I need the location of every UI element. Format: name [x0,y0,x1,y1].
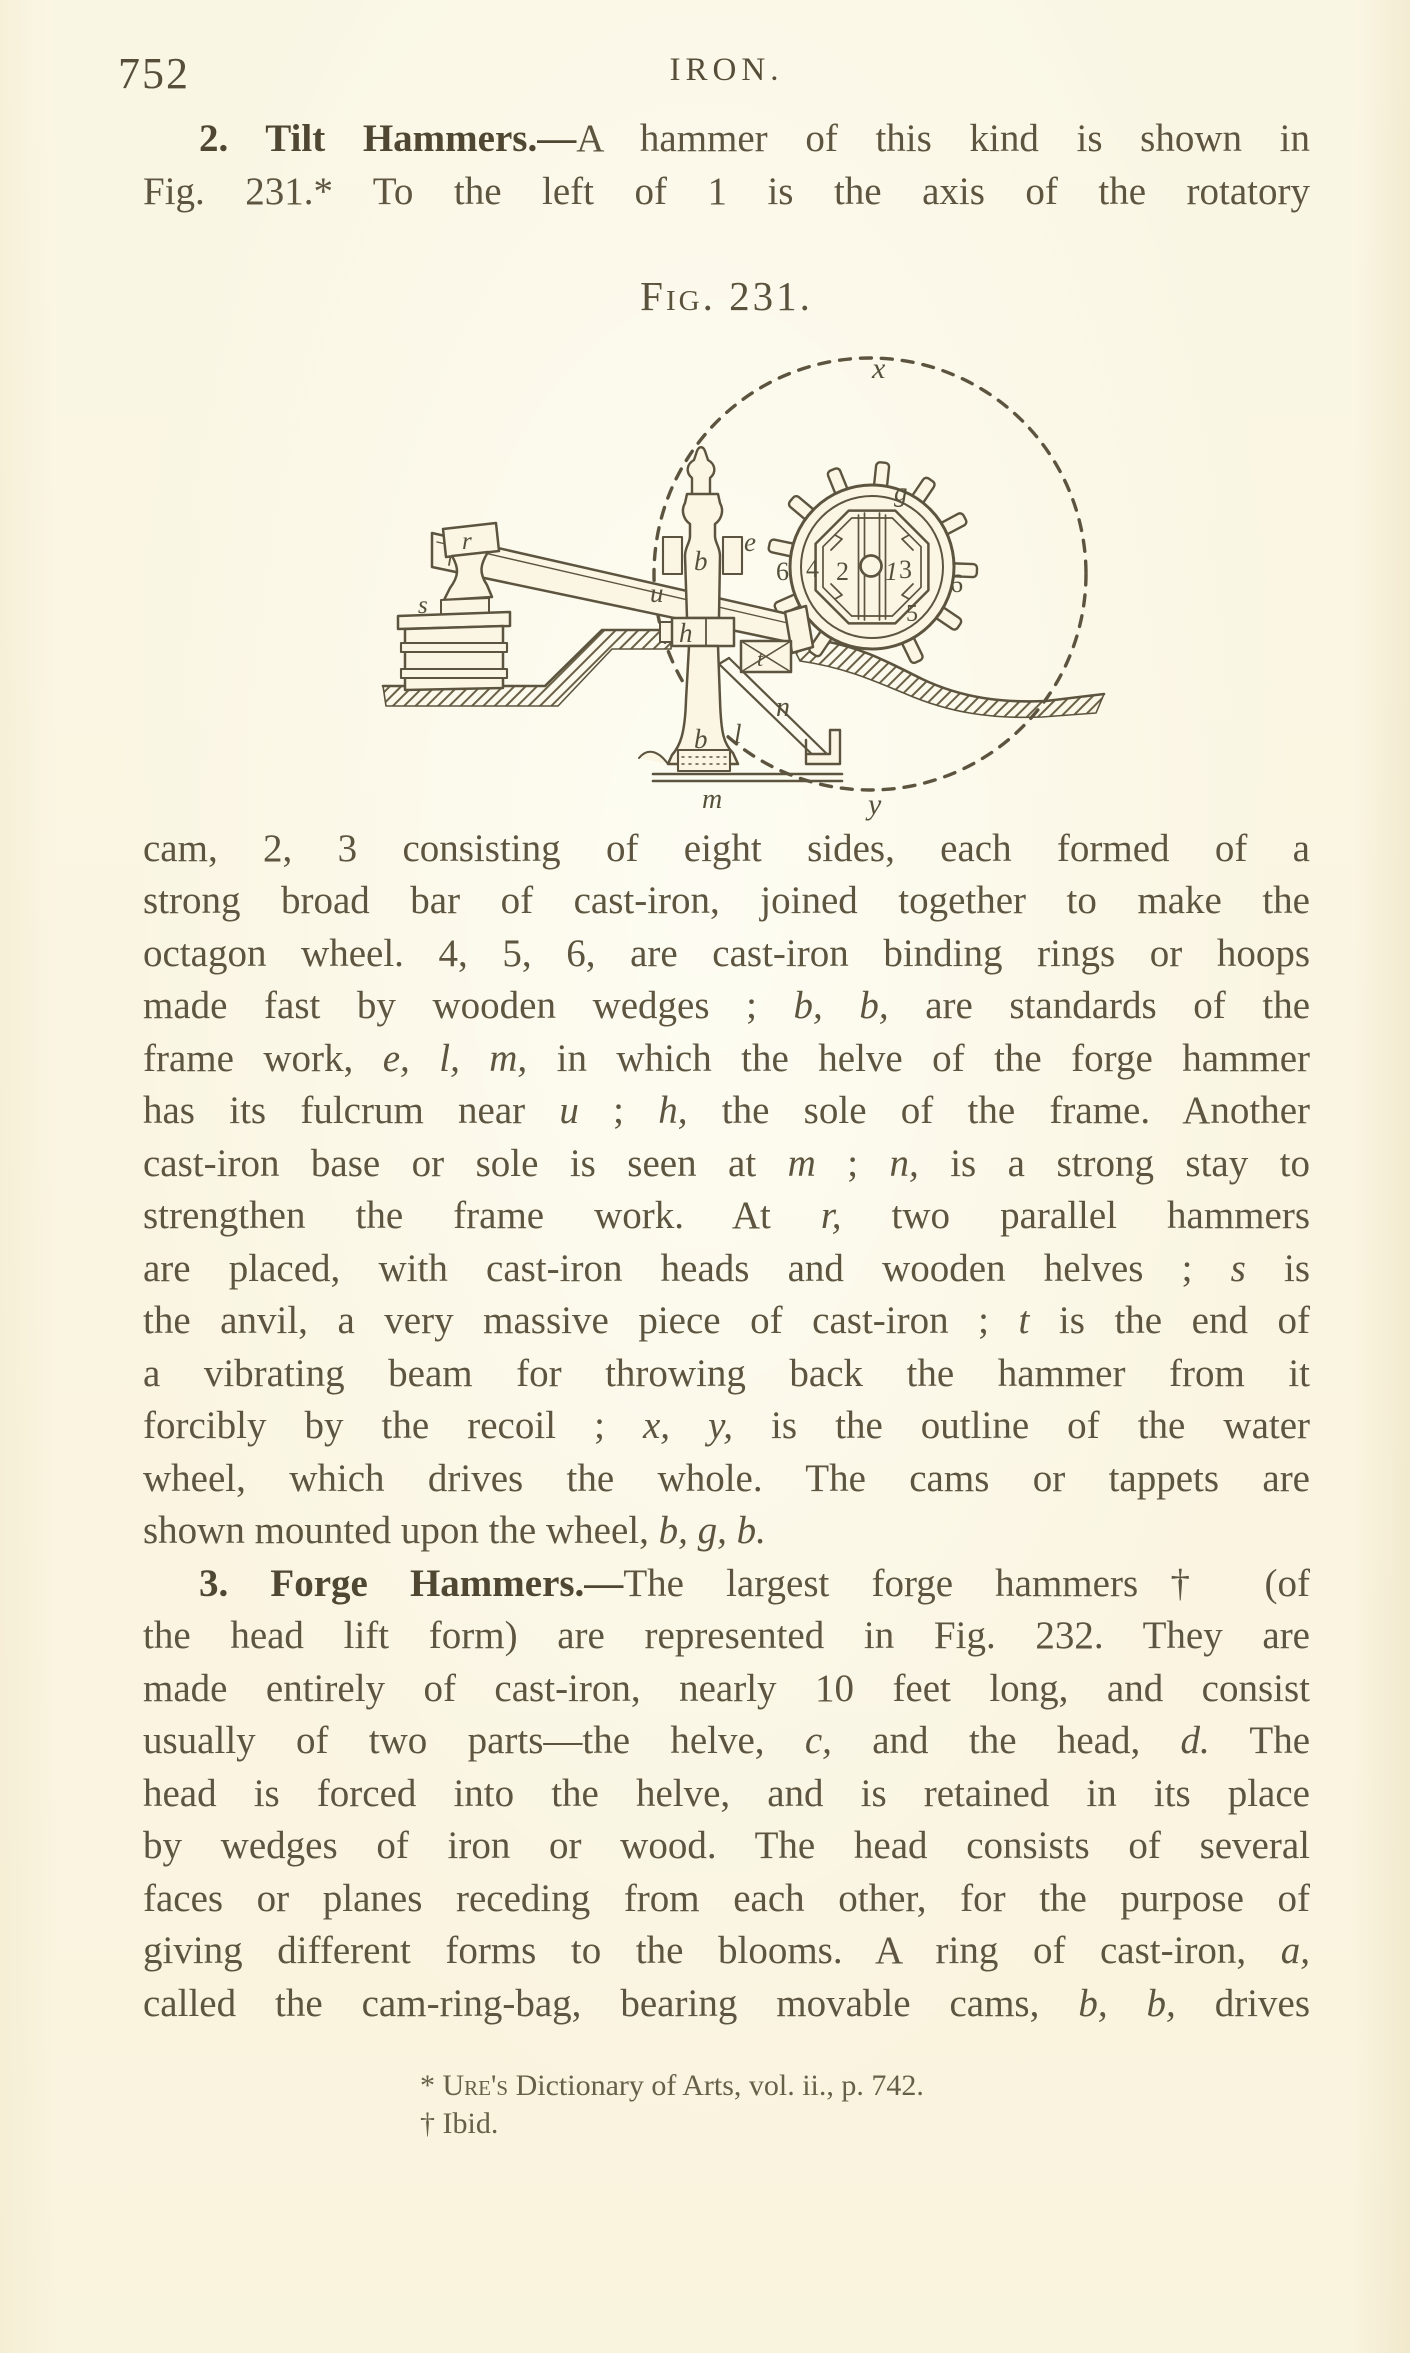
figure-num-2: 2 [836,557,849,586]
vibrating-beam-section [741,641,791,672]
sole-box [660,618,734,646]
text-line: the anvil, a very massive piece of cast-iron ; t is the end of [143,1299,1310,1342]
text-line: wheel, which drives the whole. The cams or tappets are [143,1457,1310,1500]
text-line: 3. Forge Hammers.—The largest forge hammers† (of [199,1562,1310,1605]
figure-label-t: t [757,646,764,671]
text-line: usually of two parts—the helve, c, and the head, d. The [143,1719,1311,1762]
figure-num-4: 4 [806,554,819,583]
text-line: are placed, with cast-iron heads and wooden helves ; s is [143,1247,1311,1290]
text-line: strengthen the frame work. At r, two parallel hammers [143,1194,1310,1237]
text-line: shown mounted upon the wheel, b, g, b. [143,1509,766,1552]
figure-label-b-bottom: b [694,724,708,754]
text-line: made entirely of cast-iron, nearly 10 feet long, and consist [143,1667,1310,1710]
text-line: called the cam-ring-bag, bearing movable cams, b, b, drives [143,1982,1310,2025]
figure-label-r: r [462,528,472,555]
base-bracket [806,730,840,764]
frame-standard-lower [639,646,738,771]
figure-label-h: h [679,618,693,648]
footnote-ure: * Ure's Dictionary of Arts, vol. ii., p. 742. [420,2069,924,2102]
text-line: giving different forms to the blooms. A ring of cast-iron, a, [143,1929,1310,1972]
text-line: cam, 2, 3 consisting of eight sides, each formed of a [143,827,1310,870]
text-line: frame work, e, l, m, in which the helve of the forge hammer [143,1037,1310,1080]
figure-label-x: x [872,352,886,385]
text-line: faces or planes receding from each other, for the purpose of [143,1877,1310,1920]
figure-label-n: n [776,692,790,723]
figure-label-l: l [734,719,742,749]
figure-label-b-top: b [694,546,708,576]
figure-label-e: e [744,527,756,557]
text-line: head is forced into the helve, and is retained in its place [143,1772,1310,1815]
text-line: made fast by wooden wedges ; b, b, are standards of the [143,984,1311,1027]
text-line: Fig. 231.* To the left of 1 is the axis of the rotatory [143,170,1310,213]
figure-label-m: m [702,784,723,815]
anvil-stack [398,612,510,690]
text-line: cast-iron base or sole is seen at m ; n, is a strong stay to [143,1142,1310,1185]
running-head: IRON. [669,52,784,88]
figure-label-g: g [894,477,908,507]
figure-num-6-left: 6 [776,557,789,586]
base-sole-line [653,774,842,781]
text-line: has its fulcrum near u ; h, the sole of the frame. Another [143,1089,1310,1132]
text-line: octagon wheel. 4, 5, 6, are cast-iron binding rings or hoops [143,932,1310,975]
figure-num-1: 1 [885,557,898,586]
figure-label-u: u [650,578,664,608]
figure-num-6-right: 6 [950,569,963,598]
text-line: 2. Tilt Hammers.—A hammer of this kind is shown in [199,117,1310,160]
footnote-ibid: † Ibid. [420,2107,499,2140]
text-line: forcibly by the recoil ; x, y, is the outline of the water [143,1404,1311,1447]
figure-caption: Fig. 231. [640,273,813,319]
text-line: strong broad bar of cast-iron, joined together to make the [143,879,1310,922]
figure-num-5: 5 [906,601,918,627]
figure-label-s: s [418,592,428,619]
page-number: 752 [118,49,190,98]
text-line: the head lift form) are represented in Fig. 232. They are [143,1614,1310,1657]
figure-num-3: 3 [899,555,912,584]
text-line: a vibrating beam for throwing back the hammer from it [143,1352,1310,1395]
text-line: by wedges of iron or wood. The head consists of several [143,1824,1310,1867]
figure-label-y: y [868,788,882,821]
axis-circle [861,556,882,577]
figure-231-engraving [355,330,1145,822]
